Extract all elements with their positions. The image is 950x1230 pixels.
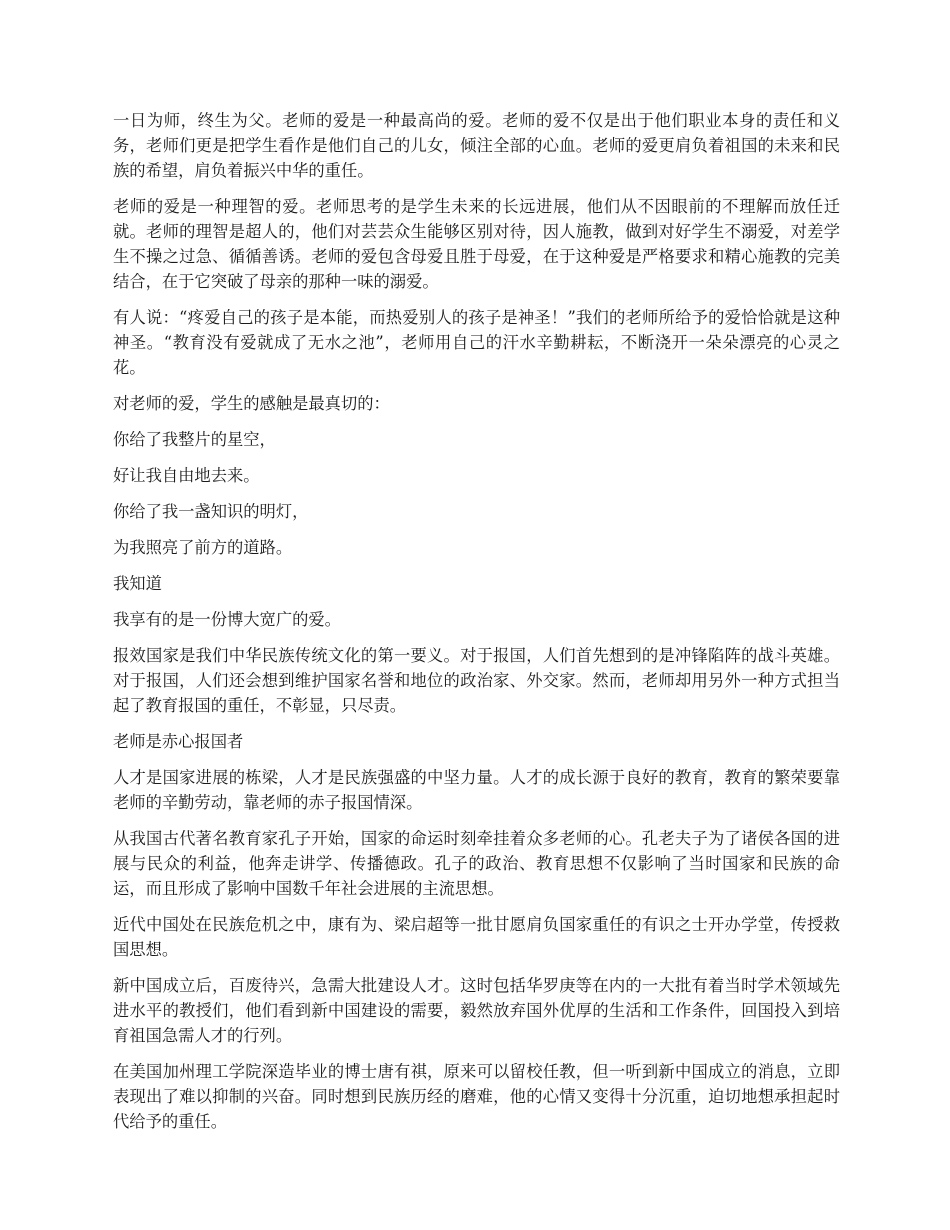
poem-line: 为我照亮了前方的道路。 <box>113 538 293 557</box>
paragraph: 近代中国处在民族危机之中，康有为、梁启超等一批甘愿肩负国家重任的有识之士开办学堂，传授救国思想。 <box>113 915 840 959</box>
poem-line: 你给了我一盏知识的明灯， <box>113 502 309 521</box>
paragraph: 对老师的爱，学生的感触是最真切的： <box>113 394 390 413</box>
poem-line: 你给了我整片的星空， <box>113 430 276 449</box>
section-heading: 老师是赤心报国者 <box>113 732 244 751</box>
paragraph: 在美国加州理工学院深造毕业的博士唐有祺，原来可以留校任教，但一听到新中国成立的消息，立即表现出了难以抑制的兴奋。同时想到民族历经的磨难，他的心情又变得十分沉重，迫切地想承担起时代给予的重任。 <box>113 1062 840 1131</box>
paragraph: 报效国家是我们中华民族传统文化的第一要义。对于报国，人们首先想到的是冲锋陷阵的战斗英雄。对于报国，人们还会想到维护国家名誉和地位的政治家、外交家。然而，老师却用另外一种方式担当起了教育报国的重任，不彰显，只尽责。 <box>113 646 840 715</box>
poem-line: 好让我自由地去来。 <box>113 466 260 485</box>
paragraph: 人才是国家进展的栋梁，人才是民族强盛的中坚力量。人才的成长源于良好的教育，教育的繁荣要靠老师的辛勤劳动，靠老师的赤子报国情深。 <box>113 768 840 812</box>
paragraph: 老师的爱是一种理智的爱。老师思考的是学生未来的长远进展，他们从不因眼前的不理解而放任迁就。老师的理智是超人的，他们对芸芸众生能够区别对待，因人施教，做到对好学生不溺爱，对差学生不操之过急、循循善诱。老师的爱包含母爱且胜于母爱，在于这种爱是严格要求和精心施教的完美结合，在于它突破了母亲的那种一味的溺爱。 <box>113 197 840 291</box>
document-page <box>113 108 840 1145</box>
poem-line: 我知道 <box>113 574 162 593</box>
paragraph: 新中国成立后，百废待兴，急需大批建设人才。这时包括华罗庚等在内的一大批有着当时学术领域先进水平的教授们，他们看到新中国建设的需要，毅然放弃国外优厚的生活和工作条件，回国投入到培育祖国急需人才的行列。 <box>113 976 840 1045</box>
paragraph: 从我国古代著名教育家孔子开始，国家的命运时刻牵挂着众多老师的心。孔老夫子为了诸侯各国的进展与民众的利益，他奔走讲学、传播德政。孔子的政治、教育思想不仅影响了当时国家和民族的命运，而且形成了影响中国数千年社会进展的主流思想。 <box>113 829 840 898</box>
paragraph: 一日为师，终生为父。老师的爱是一种最高尚的爱。老师的爱不仅是出于他们职业本身的责任和义务，老师们更是把学生看作是他们自己的儿女，倾注全部的心血。老师的爱更肩负着祖国的未来和民族的希望，肩负着振兴中华的重任。 <box>113 111 840 180</box>
poem-line: 我享有的是一份博大宽广的爱。 <box>113 610 341 629</box>
paragraph: 有人说：“疼爱自己的孩子是本能，而热爱别人的孩子是神圣！”我们的老师所给予的爱恰恰就是这种神圣。“教育没有爱就成了无水之池”，老师用自己的汗水辛勤耕耘，不断浇开一朵朵漂亮的心灵之花。 <box>113 308 840 377</box>
